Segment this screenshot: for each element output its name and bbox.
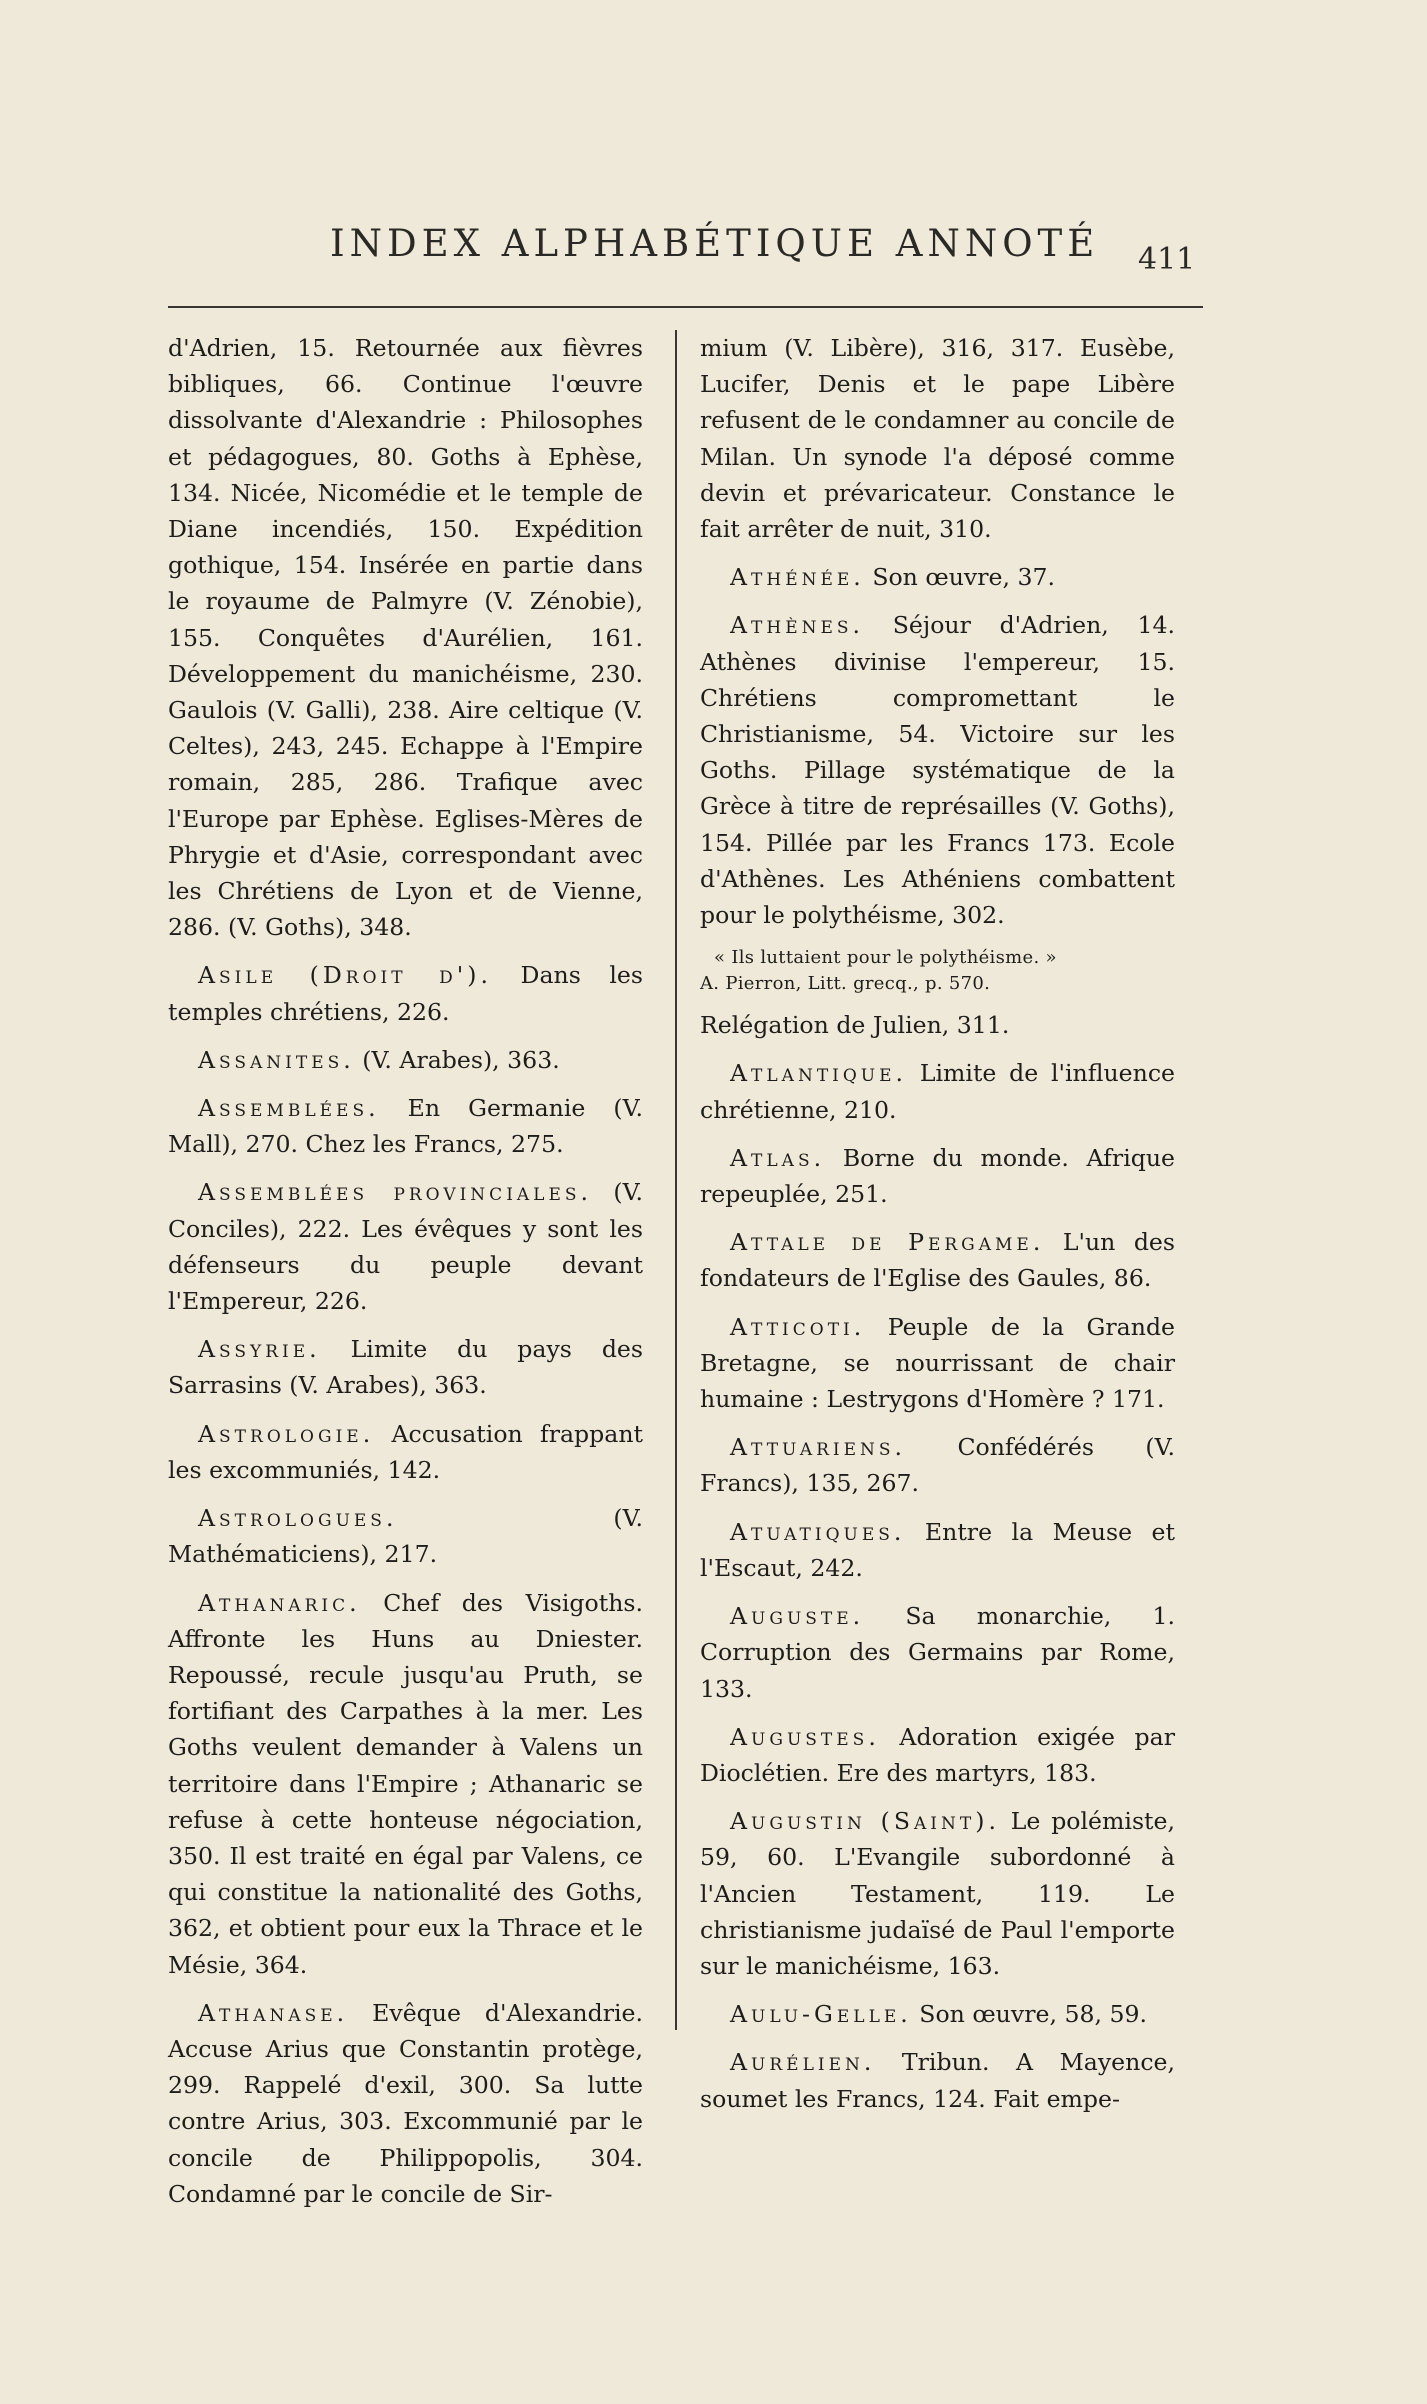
running-title: INDEX ALPHABÉTIQUE ANNOTÉ: [330, 222, 1100, 265]
entry-headword: Auguste.: [730, 1602, 865, 1631]
entry-headword: Aurélien.: [730, 2048, 876, 2077]
quotation-text: « Ils luttaient pour le polythéisme. »: [714, 947, 1057, 969]
entry-headword: Assyrie.: [198, 1335, 321, 1364]
entry-headword: Athénée.: [730, 563, 865, 592]
entry-text: En Germanie (V. Mall), 270. Chez les Francs, 275.: [168, 1094, 643, 1159]
entry-headword: Athanase.: [198, 1998, 349, 2027]
entry-text: L'un des fondateurs de l'Eglise des Gaules, 86.: [700, 1228, 1176, 1293]
index-entry: [168, 1174, 643, 1319]
entry-headword: Attale de Pergame.: [730, 1228, 1045, 1257]
entry-headword: Asile (Droit d').: [198, 961, 492, 990]
entry-text: Peuple de la Grande Bretagne, se nourrissant de chair humaine : Lestrygons d'Homère ? 171.: [700, 1312, 1176, 1414]
entry-headword: Astrologues.: [198, 1504, 398, 1533]
entry-headword: Atuatiques.: [730, 1517, 906, 1546]
entry-text: Entre la Meuse et l'Escaut, 242.: [700, 1517, 1175, 1582]
entry-headword: Aulu-Gelle.: [730, 2000, 912, 2029]
entry-text: (V. Arabes), 363.: [362, 1045, 560, 1074]
entry-continuation: [700, 330, 1175, 547]
entry-headword: Atlas.: [730, 1143, 826, 1172]
quotation: [700, 945, 1175, 997]
entry-text: (V. Conciles), 222. Les évêques y sont les défenseurs du peuple devant l'Empereur, 226.: [168, 1178, 643, 1316]
entry-headword: Athènes.: [730, 611, 865, 640]
entry-text: Son œuvre, 58, 59.: [919, 2000, 1147, 2029]
entry-headword: Astrologie.: [198, 1419, 375, 1448]
entry-text: Adoration exigée par Dioclétien. Ere des martyrs, 183.: [700, 1722, 1175, 1787]
index-entry: [700, 1140, 1175, 1212]
index-entry: [700, 1803, 1175, 1984]
index-entry: [168, 1585, 643, 1983]
entry-text: Le polémiste, 59, 60. L'Evangile subordonné à l'Ancien Testament, 119. Le christianisme judaïsé de Paul l'emporte sur le manichéisme, 163.: [700, 1807, 1175, 1980]
index-entry: [700, 1598, 1175, 1707]
entry-text: (V. Mathématiciens), 217.: [168, 1504, 643, 1569]
index-entry: [700, 1429, 1175, 1501]
entry-text: Dans les temples chrétiens, 226.: [168, 961, 643, 1026]
index-entry: [700, 607, 1175, 933]
index-entry: [700, 1055, 1175, 1127]
entry-text: Borne du monde. Afrique repeuplée, 251.: [700, 1143, 1176, 1209]
index-entry: [700, 2044, 1175, 2116]
entry-headword: Atlantique.: [730, 1059, 908, 1088]
index-entry: [168, 1090, 643, 1162]
entry-headword: Atticoti.: [730, 1312, 866, 1341]
entry-text: Son œuvre, 37.: [872, 563, 1055, 592]
entry-text: Sa monarchie, 1. Corruption des Germains par Rome, 133.: [700, 1602, 1175, 1703]
entry-headword: Assemblées.: [198, 1094, 380, 1123]
entry-headword: Assanites.: [198, 1045, 355, 1074]
entry-text: Séjour d'Adrien, 14. Athènes divinise l'empereur, 15. Chrétiens compromettant le Christianisme, 54. Victoire sur les Goths. Pillage systématique de la Grèce à titre de représailles (V. Goths), 154. Pillée par les Francs 173. Ecole d'Athènes. Les Athéniens combattent pour le polythéisme, 302.: [700, 611, 1176, 930]
index-entry: [168, 1995, 643, 2212]
index-entry: [168, 957, 643, 1029]
entry-text: Relégation de Julien, 311.: [700, 1011, 1010, 1040]
entry-text: d'Adrien, 15. Retournée aux fièvres bibliques, 66. Continue l'œuvre dissolvante d'Alexandrie : Philosophes et pédagogues, 80. Goths à Ephèse, 134. Nicée, Nicomédie et le temple de Diane incendiés, 150. Expédition gothique, 154. Insérée en partie dans le royaume de Palmyre (V. Zénobie), 155. Conquêtes d'Aurélien, 161. Développement du manichéisme, 230. Gaulois (V. Galli), 238. Aire celtique (V. Celtes), 243, 245. Echappe à l'Empire romain, 285, 286. Trafique avec l'Europe par Ephèse. Eglises-Mères de Phrygie et d'Asie, correspondant avec les Chrétiens de Lyon et de Vienne, 286. (V. Goths), 348.: [168, 334, 643, 942]
entry-text: Chef des Visigoths. Affronte les Huns au Dniester. Repoussé, recule jusqu'au Pruth, se fortifiant des Carpathes à la mer. Les Goths veulent demander à Valens un territoire dans l'Empire ; Athanaric se refuse à cette honteuse négociation, 350. Il est traité en égal par Valens, ce qui constitue la nationalité des Goths, 362, et obtient pour eux la Thrace et le Mésie, 364.: [168, 1588, 643, 1979]
index-entry: [168, 1500, 643, 1572]
entry-continuation: [168, 330, 643, 945]
entry-headword: Augustes.: [730, 1722, 880, 1751]
entry-text: mium (V. Libère), 316, 317. Eusèbe, Lucifer, Denis et le pape Libère refusent de le condamner au concile de Milan. Un synode l'a déposé comme devin et prévaricateur. Constance le fait arrêter de nuit, 310.: [700, 334, 1175, 544]
index-entry: [168, 1331, 643, 1403]
index-entry: [700, 1224, 1175, 1296]
quotation-source: A. Pierron, Litt. grecq., p. 570.: [700, 973, 991, 995]
index-entry: [168, 1042, 643, 1078]
index-entry: [700, 1309, 1175, 1418]
entry-text: Confédérés (V. Francs), 135, 267.: [700, 1433, 1175, 1498]
entry-continuation: [700, 1007, 1175, 1043]
index-entry: [700, 1514, 1175, 1586]
right-column: [700, 330, 1175, 2129]
entry-headword: Augustin (Saint).: [730, 1807, 1000, 1836]
left-column: [168, 330, 643, 2224]
entry-text: Tribun. A Mayence, soumet les Francs, 124. Fait empe-: [700, 2048, 1175, 2113]
index-entry: [700, 1719, 1175, 1791]
index-entry: [700, 1996, 1175, 2032]
column-separator: [675, 330, 677, 2030]
entry-headword: Attuariens.: [730, 1433, 907, 1462]
entry-text: Limite de l'influence chrétienne, 210.: [700, 1059, 1176, 1124]
index-entry: [700, 559, 1175, 595]
page-number: 411: [1138, 242, 1196, 277]
header-rule: [168, 306, 1203, 308]
entry-text: Evêque d'Alexandrie. Accuse Arius que Constantin protège, 299. Rappelé d'exil, 300. Sa lutte contre Arius, 303. Excommunié par le concile de Philippopolis, 304. Condamné par le concile de Sir-: [168, 1998, 643, 2208]
entry-text: Accusation frappant les excommuniés, 142.: [168, 1419, 643, 1484]
entry-headword: Assemblées provinciales.: [198, 1178, 593, 1207]
index-entry: [168, 1416, 643, 1488]
entry-headword: Athanaric.: [198, 1588, 361, 1617]
entry-text: Limite du pays des Sarrasins (V. Arabes), 363.: [168, 1335, 644, 1400]
